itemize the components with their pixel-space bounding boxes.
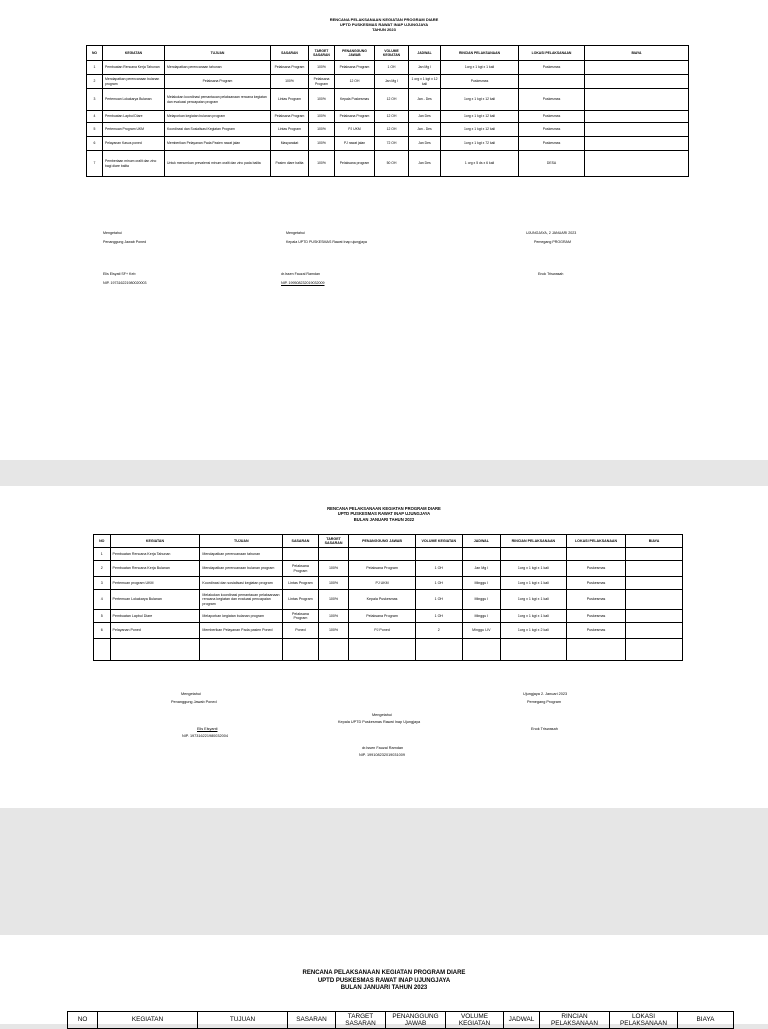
activity-plan-table — [67, 1011, 734, 1029]
table-row: 6 Pelayanan Kasus poned Memberikan Pelayanan Pada Pasien rawat jalan Masyarakat 100% PJ rawat jalan 72 OH Jan Des 1org x 1 kgt x 72 kali Puskesmas — [87, 137, 689, 151]
page-title: RENCANA PELAKSANAAN KEGIATAN PROGRAM DIARE UPTD PUSKESMAS RAWAT INAP UJUNGJAYA TAHUN 2023 — [329, 17, 439, 32]
signature-left-name: Elis Elsyanti — [197, 727, 218, 731]
table-row: 1 Pembuatan Rencana Kerja Tahunan Mendapatkan perencanaan tahunan — [94, 548, 683, 561]
signature-right-date: Ujungjaya 2. Januari 2023 — [523, 692, 568, 696]
signature-right-role: Pemegang Program — [527, 700, 561, 704]
table-row: 4 Pembuatan Lapbul Diare Melaporkan kegiatan bulanan program Pelaksana Program 100% Pelaksana Program 12 OH Jan Des 1org x 1 kgt x 12 kali Puskesmas — [87, 111, 689, 123]
table-row: 5 Pembuatan Lapbul Diare Melaporkan kegiatan bulanan program Pelaksana Program 100% Pelaksana Program 1 OH Minggu I 1org x 1 kgt x 1 kali Puskesmas — [94, 610, 683, 623]
signature-right-name: Enok Triswasah — [531, 727, 558, 731]
signature-mid-title: Kepala UPTD Puskesmas Rawat Inap Ujungjaya — [338, 720, 421, 724]
signature-left-title: Penanggung Jawab Poned — [171, 700, 217, 704]
document-page-2 — [0, 486, 768, 808]
signature-right-name: Enok Triswasah — [538, 272, 564, 276]
signature-mid-role: Mengetahui — [286, 231, 305, 235]
signature-left-nip: NIP. 197316221980020003 — [103, 281, 147, 285]
table-row: 1 Pembuatan Rencana Kerja Tahunan Mendapatkan perencanaan tahunan Pelaksana Program 100% Pelaksana Program 1 OH Jan Mg I 1org x 1 kgt x 1 kali Puskesmas — [87, 61, 689, 75]
table-row: 3 Pertemuan Lokakarya Bulanan Melakukan koordinasi pemantauan pelaksanaan rencana kegiatan dan evaluasi pencapaian program Lintas Program 100% Kepala Puskesmas 12 OH Jan - Des 1org x 1 kgt x 12 kali Puskesmas — [87, 89, 689, 111]
activity-plan-table — [86, 45, 689, 177]
table-row: 5 Pertemuan Program UKM Koordinasi dan Sosialisasi Kegiatan Program Lintas Program 100% PJ UKM 12 OH Jan - Des 1org x 1 kgt x 12 kali Puskesmas — [87, 123, 689, 137]
signature-mid-nip: NIP. 199108232019031009 — [359, 753, 405, 757]
signature-mid-title: Kepala UPTD PUSKESMAS Rawat Inap ujungjaya — [286, 240, 367, 244]
table-header-row: NO KEGIATAN TUJUAN SASARAN TARGET SASARAN PENANGGUNG JAWAB VOLUME KEGIATAN JADWAL RINCIAN PELAKSANAAN LOKASI PELAKSANAAN BIAYA — [87, 46, 689, 61]
signature-mid-nip: NIP. 199508232019032009 — [281, 281, 325, 285]
document-page-3 — [0, 935, 768, 1027]
table-header-row: NO KEGIATAN TUJUAN SASARAN TARGET SASARAN PENANGGUNG JAWAB VOLUME KEGIATAN JADWAL RINCIAN PELAKSANAAN LOKASI PELAKSANAAN BIAYA — [68, 1012, 734, 1029]
table-header-row: NO KEGIATAN TUJUAN SASARAN TARGET SASARAN PENANGGUNG JAWAB VOLUME KEGIATAN JADWAL RINCIAN PELAKSANAAN LOKASI PELAKSANAAN BIAYA — [94, 535, 683, 548]
signature-mid-name: dr.Issen Fauzal Ramdan — [281, 272, 320, 276]
table-row: 7 Pemberiaan minum oralit dan zinc bagi diare balita Untuk menurnkan prevalensi minum oralit dan zinc pada balita Pasien diare balita 100% Pelaksana program 50 OH Jan Des 1 org x 5 ds x 6 kali DESA — [87, 151, 689, 177]
signature-mid-role: Mengetahui — [372, 713, 392, 717]
signature-left-title: Penanggung Jawab Poned — [103, 240, 147, 244]
signature-mid-name: dr.Issen Fauzal Ramdan — [362, 746, 404, 750]
table-row: 3 Pertemuan program UKM Koordinasi dan sosialisasi kegiatan program Lintas Program 100% PJ UKM 1 OH Minggu I 1org x 1 kgt x 1 kali Puskesmas — [94, 577, 683, 590]
table-row: 2 Mendapatkan perencanaan bulanan program Pelaksana Program 100% Pelaksana Program 12 OH Jan Mg I 1 org x 1 kgt x 12 kali Puskesmas — [87, 75, 689, 89]
signature-left-role: Mengetahui — [181, 692, 201, 696]
table-row: 6 Pelayanan Poned Memberikan Pelayanan Pada pasien Poned Poned 100% PJ Poned 2 Minggu I-IV 1org x 1 kgt x 2 kali Puskesmas — [94, 623, 683, 639]
page-title: RENCANA PELAKSANAAN KEGIATAN PROGRAM DIARE UPTD PUSKESMAS RAWAT INAP UJUNGJAYA BULAN JANUARI TAHUN 2023 — [302, 970, 466, 991]
table-row: 2 Pembuatan Rencana Kerja Bulanan Mendapatkan perencanaan bulanan program Pelaksana Program 100% Pelaksana Program 1 OH Jan Mg I 1org x 1 kgt x 1 kali Puskesmas — [94, 561, 683, 577]
activity-plan-table — [93, 534, 683, 661]
document-page-1 — [0, 0, 768, 460]
table-row: 4 Pertemuan Lokakarya Bulanan Melakukan koordinasi pemantauan pelaksanaan rencana kegiatan dan evaluasi pencapaian program Lintas Program 100% Kepala Puskesmas 1 OH Minggu I 1org x 1 kgt x 1 kali Puskesmas — [94, 590, 683, 610]
page-title: RENCANA PELAKSANAAN KEGIATAN PROGRAM DIARE UPTD PUSKESMAS RAWAT INAP UJUNGJAYA BULAN JANUARI TAHUN 2022 — [327, 506, 441, 522]
signature-right-role: Pemegang PROGRAM — [534, 240, 571, 244]
signature-left-name: Elis Elsyati SF+ Keb — [103, 272, 136, 276]
table-row — [94, 639, 683, 661]
signature-left-role: Mengetahui — [103, 231, 122, 235]
signature-right-date: UJUNGJAYA, 2 JANUARI 2023 — [526, 231, 577, 235]
signature-left-nip: NIP. 197316221980032004 — [182, 734, 228, 738]
